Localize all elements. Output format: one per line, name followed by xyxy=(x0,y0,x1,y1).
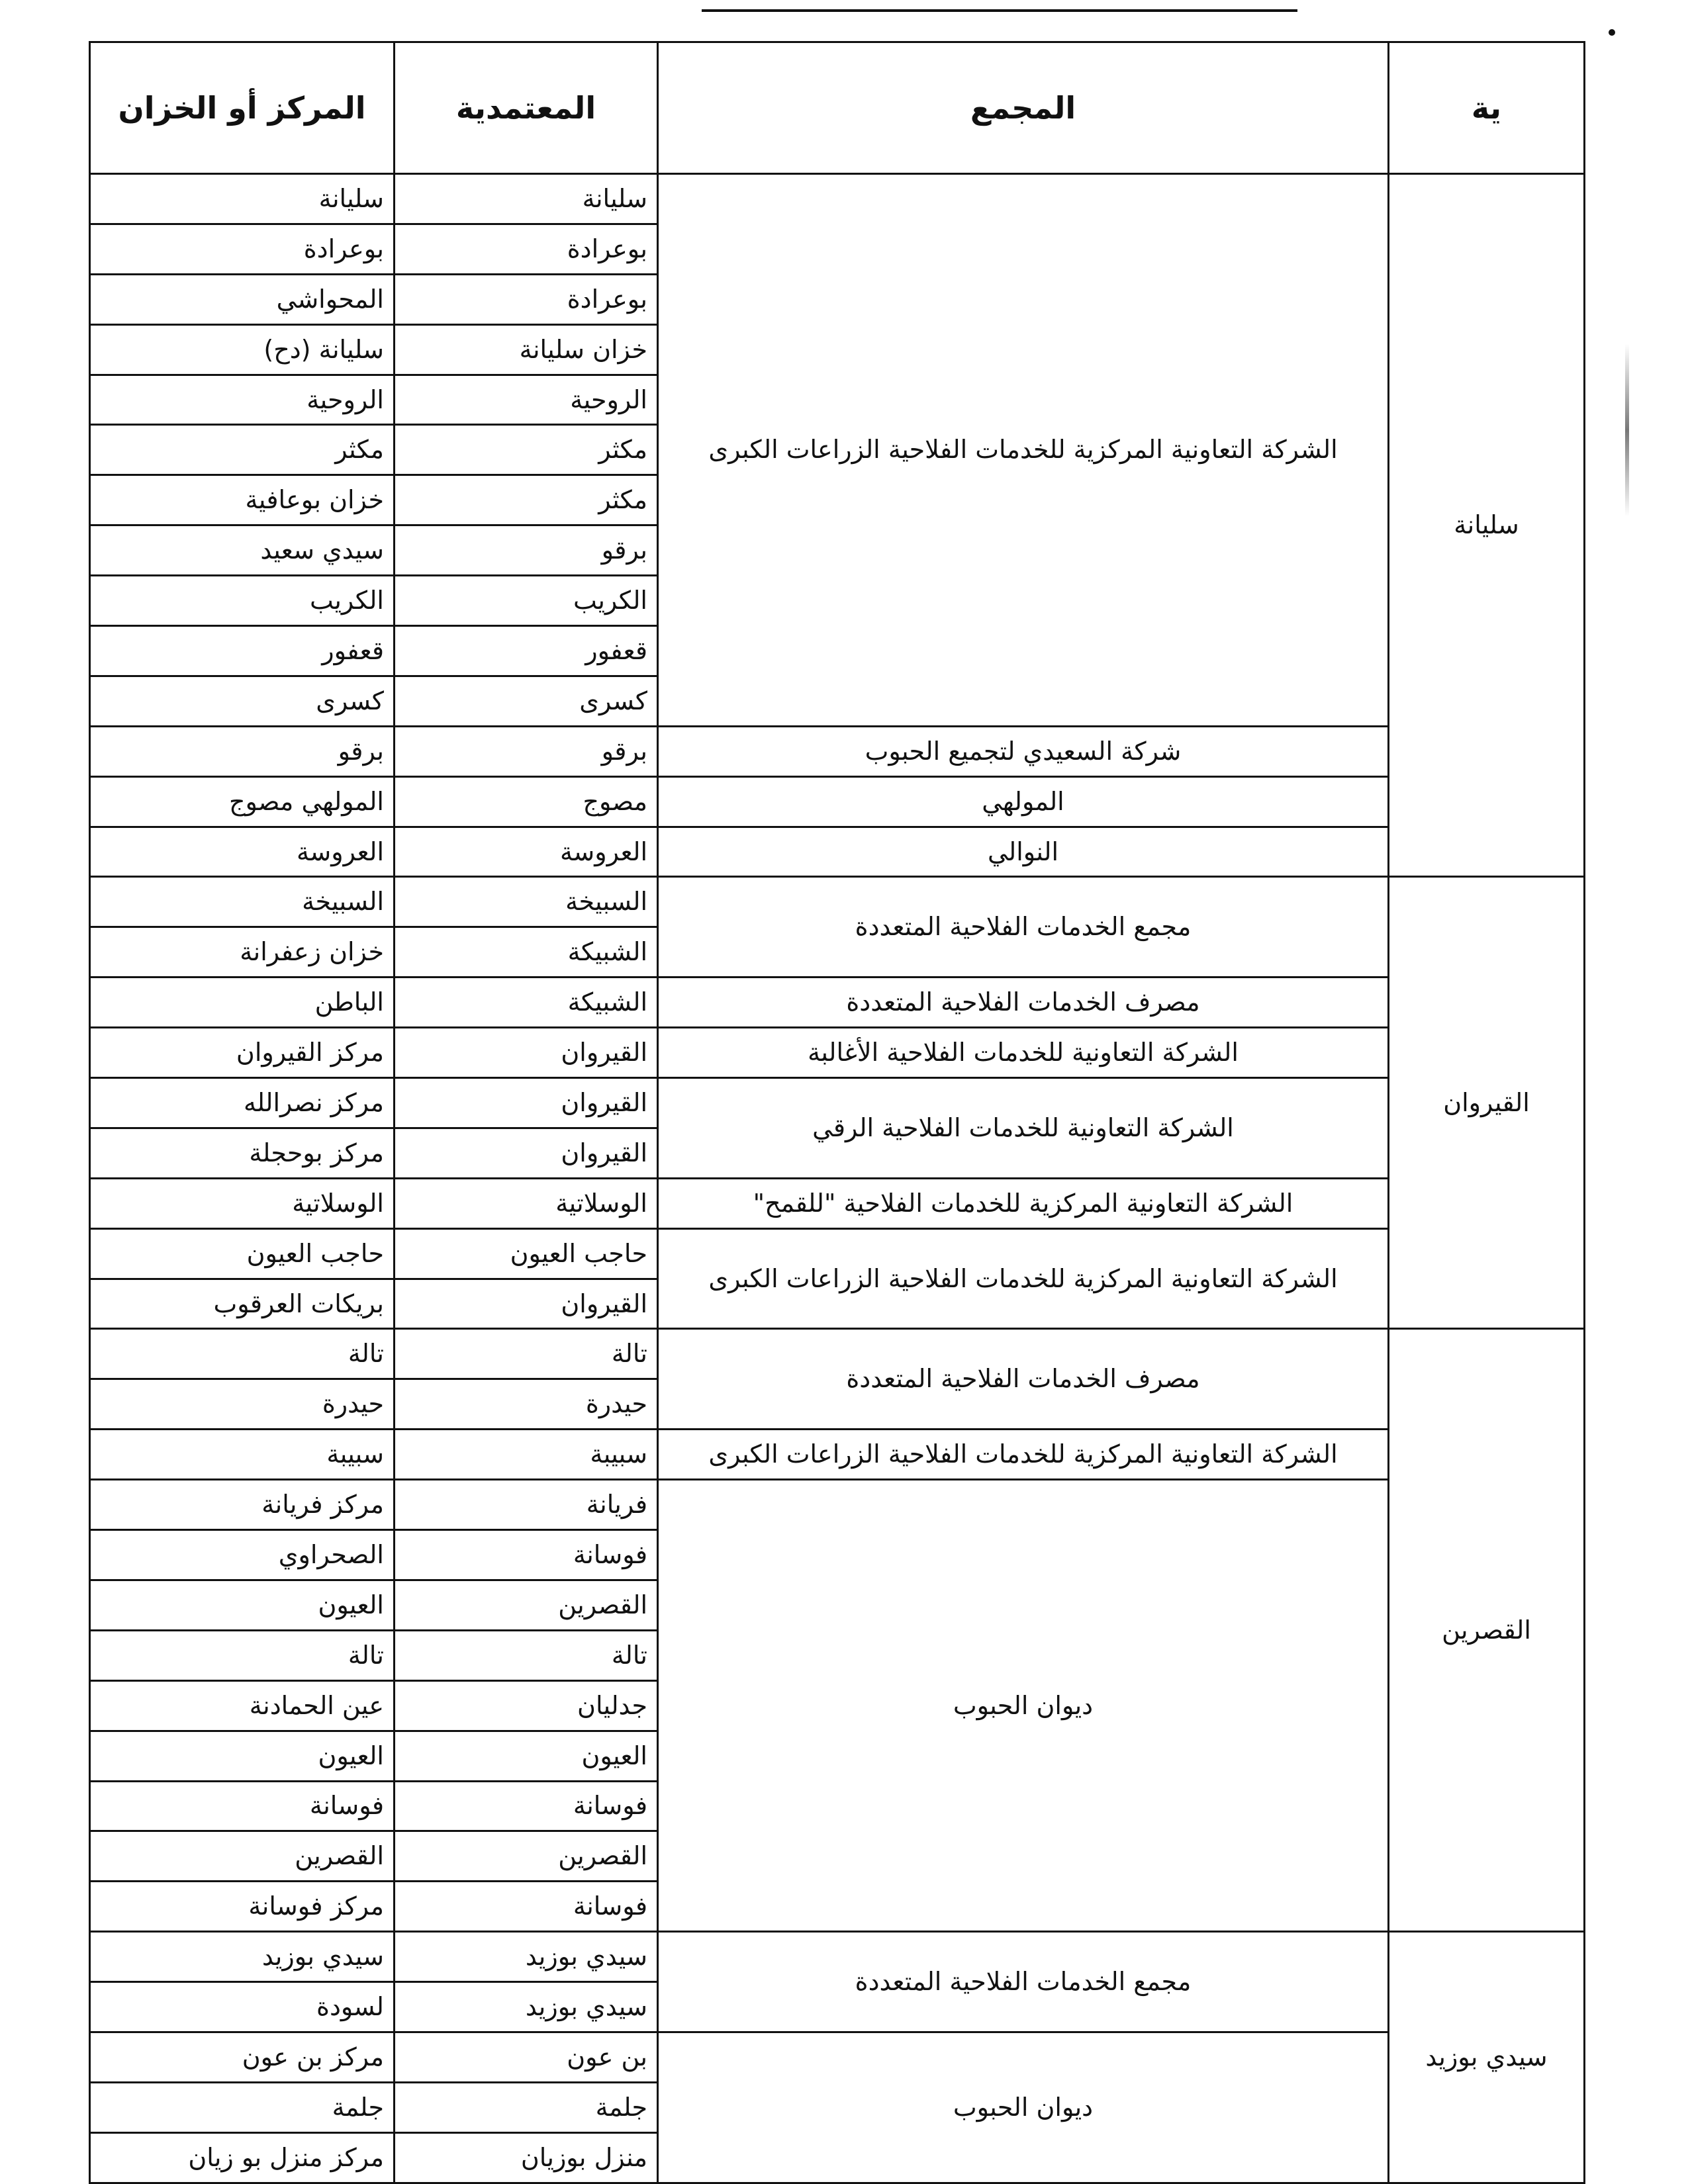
center-cell: جلمة xyxy=(90,2082,395,2132)
delegation-cell: بن عون xyxy=(395,2032,658,2082)
delegation-cell: مصوج xyxy=(395,776,658,827)
delegation-cell: كسرى xyxy=(395,676,658,726)
center-cell: حيدرة xyxy=(90,1379,395,1430)
center-cell: كسرى xyxy=(90,676,395,726)
table-row xyxy=(90,2032,1585,2082)
collector-cell: ديوان الحبوب xyxy=(658,1480,1389,1932)
governorate-cell: سليانة xyxy=(1389,174,1585,877)
center-cell: مركز فوسانة xyxy=(90,1882,395,1932)
table-row xyxy=(90,174,1585,224)
delegation-cell: سيدي بوزيد xyxy=(395,1982,658,2032)
scan-edge-mark xyxy=(1625,344,1629,516)
delegation-cell: مكثر xyxy=(395,425,658,475)
collector-cell: المولهي xyxy=(658,776,1389,827)
delegation-cell: العيون xyxy=(395,1731,658,1781)
delegation-cell: سبيبة xyxy=(395,1430,658,1480)
delegation-cell: الكريب xyxy=(395,576,658,626)
table-row xyxy=(90,1178,1585,1228)
table-row xyxy=(90,827,1585,877)
delegation-cell: الشبيكة xyxy=(395,978,658,1028)
delegation-cell: جدليان xyxy=(395,1680,658,1731)
center-cell: فوسانة xyxy=(90,1781,395,1831)
delegation-cell: قعفور xyxy=(395,626,658,676)
delegation-cell: السبيخة xyxy=(395,877,658,927)
delegation-cell: القيروان xyxy=(395,1028,658,1078)
center-cell: سليانة xyxy=(90,174,395,224)
governorate-cell: القيروان xyxy=(1389,877,1585,1329)
table-row xyxy=(90,1329,1585,1379)
scan-dot xyxy=(1609,29,1615,36)
collector-cell: شركة السعيدي لتجميع الحبوب xyxy=(658,726,1389,776)
delegation-cell: فوسانة xyxy=(395,1781,658,1831)
delegation-cell: فوسانة xyxy=(395,1882,658,1932)
collector-cell: الشركة التعاونية المركزية للخدمات الفلاحية "للقمح" xyxy=(658,1178,1389,1228)
table-row xyxy=(90,877,1585,927)
center-cell: لسودة xyxy=(90,1982,395,2032)
center-cell: حاجب العيون xyxy=(90,1228,395,1279)
table-row xyxy=(90,1228,1585,1279)
delegation-cell: سليانة xyxy=(395,174,658,224)
delegation-cell: الوسلاتية xyxy=(395,1178,658,1228)
center-cell: الباطن xyxy=(90,978,395,1028)
top-rule xyxy=(702,0,1297,12)
center-cell: الوسلاتية xyxy=(90,1178,395,1228)
center-cell: تالة xyxy=(90,1329,395,1379)
table-body xyxy=(90,174,1585,2183)
delegation-cell: القيروان xyxy=(395,1078,658,1128)
delegation-cell: القصرين xyxy=(395,1831,658,1882)
table-header-row xyxy=(90,42,1585,174)
center-cell: سيدي بوزيد xyxy=(90,1932,395,1982)
center-cell: العروسة xyxy=(90,827,395,877)
delegation-cell: الروحية xyxy=(395,375,658,425)
center-cell: خزان بوعافية xyxy=(90,475,395,525)
table-row xyxy=(90,1028,1585,1078)
delegation-cell: تالة xyxy=(395,1329,658,1379)
center-cell: عين الحمادنة xyxy=(90,1680,395,1731)
header-delegation: المعتمدية xyxy=(395,42,658,174)
delegation-cell: القيروان xyxy=(395,1279,658,1329)
table-row xyxy=(90,978,1585,1028)
delegation-cell: فريانة xyxy=(395,1480,658,1530)
collector-cell: الشركة التعاونية المركزية للخدمات الفلاحية الزراعات الكبرى xyxy=(658,1430,1389,1480)
delegation-cell: بوعرادة xyxy=(395,224,658,274)
center-cell: العيون xyxy=(90,1731,395,1781)
center-cell: مكثر xyxy=(90,425,395,475)
table-row xyxy=(90,1932,1585,1982)
collector-cell: الشركة التعاونية المركزية للخدمات الفلاحية الزراعات الكبرى xyxy=(658,174,1389,727)
center-cell: المحواشي xyxy=(90,274,395,324)
center-cell: القصرين xyxy=(90,1831,395,1882)
table-row xyxy=(90,726,1585,776)
delegation-cell: الشبيكة xyxy=(395,927,658,978)
delegation-cell: تالة xyxy=(395,1630,658,1680)
center-cell: سبيبة xyxy=(90,1430,395,1480)
table-row xyxy=(90,1078,1585,1128)
center-cell: مركز بن عون xyxy=(90,2032,395,2082)
delegation-cell: القصرين xyxy=(395,1580,658,1630)
delegation-cell: برقو xyxy=(395,525,658,576)
collector-cell: الشركة التعاونية للخدمات الفلاحية الرقي xyxy=(658,1078,1389,1179)
collector-cell: مصرف الخدمات الفلاحية المتعددة xyxy=(658,978,1389,1028)
table-row xyxy=(90,1480,1585,1530)
governorate-cell: القصرين xyxy=(1389,1329,1585,1932)
center-cell: بوعرادة xyxy=(90,224,395,274)
collector-cell: مصرف الخدمات الفلاحية المتعددة xyxy=(658,1329,1389,1430)
delegation-cell: جلمة xyxy=(395,2082,658,2132)
delegation-cell: العروسة xyxy=(395,827,658,877)
center-cell: مركز القيروان xyxy=(90,1028,395,1078)
delegation-cell: فوسانة xyxy=(395,1530,658,1580)
collector-cell: مجمع الخدمات الفلاحية المتعددة xyxy=(658,1932,1389,2032)
center-cell: مركز منزل بو زيان xyxy=(90,2132,395,2183)
center-cell: مركز بوحجلة xyxy=(90,1128,395,1178)
center-cell: الصحراوي xyxy=(90,1530,395,1580)
collection-centers-table xyxy=(89,41,1585,2184)
center-cell: المولهي مصوج xyxy=(90,776,395,827)
delegation-cell: القيروان xyxy=(395,1128,658,1178)
delegation-cell: برقو xyxy=(395,726,658,776)
collector-cell: الشركة التعاونية المركزية للخدمات الفلاحية الزراعات الكبرى xyxy=(658,1228,1389,1329)
header-governorate: ية xyxy=(1389,42,1585,174)
center-cell: برقو xyxy=(90,726,395,776)
center-cell: مركز نصرالله xyxy=(90,1078,395,1128)
collector-cell: النوالي xyxy=(658,827,1389,877)
governorate-cell: سيدي بوزيد xyxy=(1389,1932,1585,2183)
collector-cell: الشركة التعاونية للخدمات الفلاحية الأغالبة xyxy=(658,1028,1389,1078)
delegation-cell: خزان سليانة xyxy=(395,324,658,375)
delegation-cell: حاجب العيون xyxy=(395,1228,658,1279)
center-cell: سيدي سعيد xyxy=(90,525,395,576)
collector-cell: مجمع الخدمات الفلاحية المتعددة xyxy=(658,877,1389,978)
center-cell: العيون xyxy=(90,1580,395,1630)
center-cell: سليانة (دح) xyxy=(90,324,395,375)
center-cell: تالة xyxy=(90,1630,395,1680)
header-center: المركز أو الخزان xyxy=(90,42,395,174)
delegation-cell: مكثر xyxy=(395,475,658,525)
table-row xyxy=(90,776,1585,827)
delegation-cell: حيدرة xyxy=(395,1379,658,1430)
table-row xyxy=(90,1430,1585,1480)
center-cell: السبيخة xyxy=(90,877,395,927)
center-cell: الروحية xyxy=(90,375,395,425)
delegation-cell: سيدي بوزيد xyxy=(395,1932,658,1982)
delegation-cell: بوعرادة xyxy=(395,274,658,324)
center-cell: مركز فريانة xyxy=(90,1480,395,1530)
collector-cell: ديوان الحبوب xyxy=(658,2032,1389,2183)
delegation-cell: منزل بوزيان xyxy=(395,2132,658,2183)
center-cell: بريكات العرقوب xyxy=(90,1279,395,1329)
center-cell: الكريب xyxy=(90,576,395,626)
center-cell: خزان زعفرانة xyxy=(90,927,395,978)
center-cell: قعفور xyxy=(90,626,395,676)
header-collector: المجمع xyxy=(658,42,1389,174)
